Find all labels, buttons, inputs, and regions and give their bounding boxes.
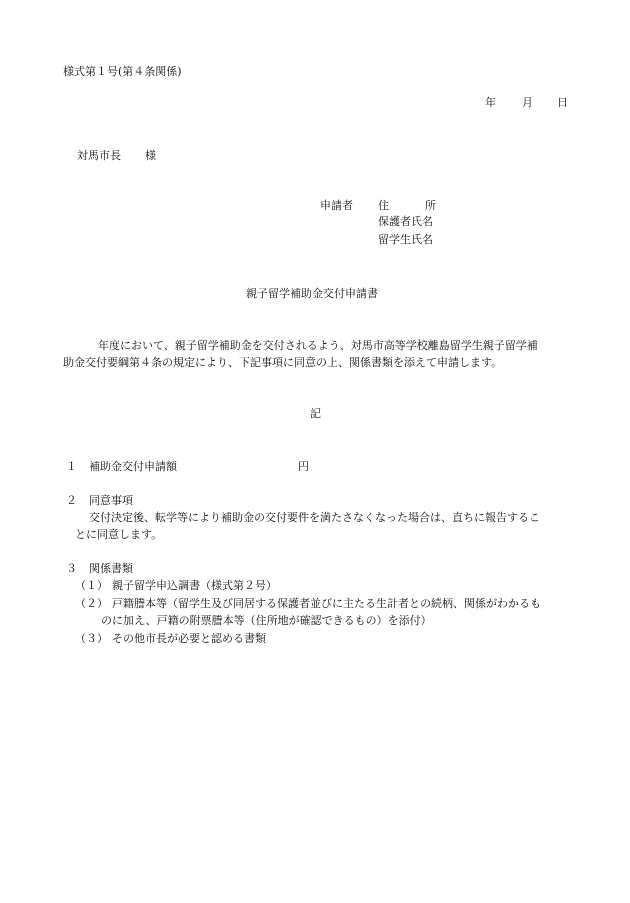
ki-heading: 記 (310, 407, 321, 420)
doc1-line-1: 親子留学申込調書（様式第２号） (112, 579, 277, 592)
item2-number: ２ (66, 494, 77, 507)
date-year-label: 年 (485, 96, 496, 109)
doc3-number: （３） (75, 632, 108, 645)
applicant-address-char1: 住 (378, 199, 389, 212)
doc2-number: （２） (75, 597, 108, 610)
date-month-label: 月 (522, 96, 533, 109)
applicant-label: 申請者 (320, 199, 353, 212)
addressee-honorific: 様 (145, 149, 156, 162)
item3-number: ３ (66, 562, 77, 575)
document-title: 親子留学補助金交付申請書 (246, 287, 378, 300)
doc2-line-2: のに加え、戸籍の附票謄本等（住所地が確認できるもの）を添付） (101, 614, 432, 627)
item2-label: 同意事項 (89, 494, 133, 507)
doc3-line-1: その他市長が必要と認める書類 (112, 632, 266, 645)
item1-unit: 円 (298, 460, 309, 473)
applicant-address-char2: 所 (425, 199, 436, 212)
date-line (485, 97, 496, 108)
date-day-label: 日 (557, 96, 568, 109)
body-line-2: 助金交付要綱第４条の規定により、下記事項に同意の上、関係書類を添えて申請します。 (63, 356, 503, 369)
doc1-number: （１） (75, 579, 108, 592)
student-name-label: 留学生氏名 (378, 233, 433, 246)
item1-number: １ (66, 460, 77, 473)
item3-label: 関係書類 (89, 562, 133, 575)
item2-text-line-2: とに同意します。 (75, 528, 163, 541)
item1-label: 補助金交付申請額 (89, 460, 177, 473)
addressee-name: 対馬市長 (77, 149, 121, 162)
form-number: 様式第１号(第４条関係) (63, 65, 182, 78)
body-line-1: 年度において、親子留学補助金を交付されるよう、対馬市高等学校離島留学生親子留学補 (98, 339, 538, 352)
item2-text-line-1: 交付決定後、転学等により補助金の交付要件を満たさなくなった場合は、直ちに報告するこ (89, 511, 540, 524)
guardian-name-label: 保護者氏名 (378, 215, 433, 228)
doc2-line-1: 戸籍謄本等（留学生及び同居する保護者並びに主たる生計者との続柄、関係がわかるも (112, 597, 541, 610)
